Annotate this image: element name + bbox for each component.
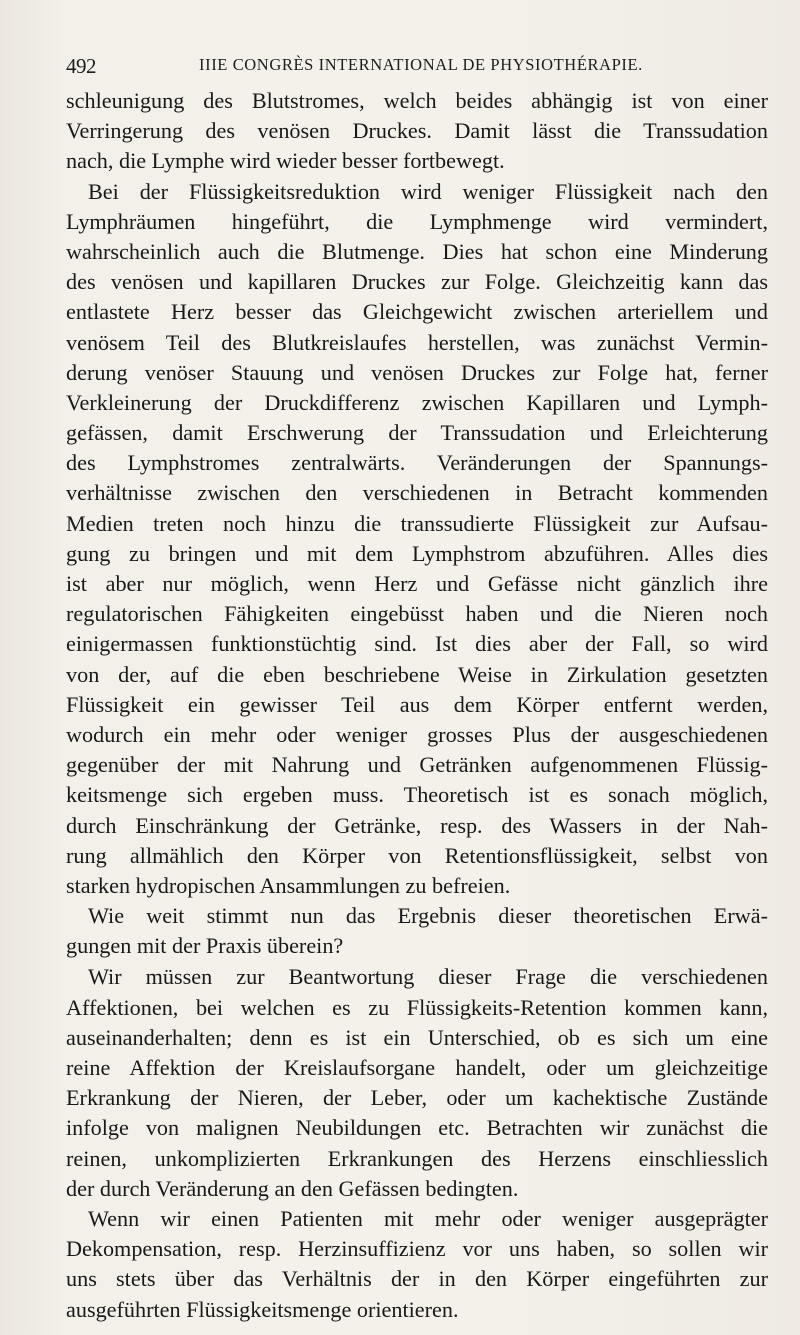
text-line: gefässen, damit Erschwerung der Transsudation und Erleichterung (66, 420, 768, 446)
text-line: Wenn wir einen Patienten mit mehr oder weniger ausgeprägter (88, 1205, 768, 1231)
text-line: verhältnisse zwischen den verschiedenen in Betracht kommenden (66, 480, 768, 506)
text-line: derung venöser Stauung und venösen Druckes zur Folge hat, ferner (66, 359, 768, 385)
text-line: Verringerung des venösen Druckes. Damit lässt die Transsudation (66, 118, 768, 144)
paragraph-4 (66, 962, 768, 1204)
text-line: regulatorischen Fähigkeiten eingebüsst haben und die Nieren noch (66, 601, 768, 627)
text-line: Verkleinerung der Druckdifferenz zwischen Kapillaren und Lymph- (66, 389, 768, 415)
text-line: nach, die Lymphe wird wieder besser fortbewegt. (66, 148, 505, 174)
text-line: gungen mit der Praxis überein? (66, 933, 344, 959)
running-header (66, 50, 756, 80)
text-line: Medien treten noch hinzu die transsudierte Flüssigkeit zur Aufsau- (66, 510, 768, 536)
text-line: uns stets über das Verhältnis der in den Körper eingeführten zur (66, 1266, 768, 1292)
text-line: Lymphräumen hingeführt, die Lymphmenge wird vermindert, (66, 208, 768, 234)
text-line: gegenüber der mit Nahrung und Getränken aufgenommenen Flüssig- (66, 752, 768, 778)
text-line: Affektionen, bei welchen es zu Flüssigkeits-Retention kommen kann, (66, 994, 768, 1020)
text-line: der durch Veränderung an den Gefässen bedingten. (66, 1175, 519, 1201)
text-line: von der, auf die eben beschriebene Weise in Zirkulation gesetzten (66, 661, 768, 687)
paragraph-3 (66, 901, 768, 961)
body-text (66, 86, 768, 1325)
text-line: ausgeführten Flüssigkeitsmenge orientieren. (66, 1296, 459, 1322)
text-line: durch Einschränkung der Getränke, resp. des Wassers in der Nah- (66, 812, 768, 838)
text-line: gung zu bringen und mit dem Lymphstrom abzuführen. Alles dies (66, 540, 768, 566)
text-line: Erkrankung der Nieren, der Leber, oder um kachektische Zustände (66, 1085, 768, 1111)
text-line: einigermassen funktionstüchtig sind. Ist dies aber der Fall, so wird (66, 631, 768, 657)
text-line: Bei der Flüssigkeitsreduktion wird weniger Flüssigkeit nach den (88, 178, 768, 204)
text-line: Wie weit stimmt nun das Ergebnis dieser theoretischen Erwä- (88, 903, 768, 929)
text-line: reine Affektion der Kreislaufsorgane handelt, oder um gleichzeitige (66, 1055, 768, 1080)
text-line: rung allmählich den Körper von Retentionsflüssigkeit, selbst von (66, 842, 768, 868)
paragraph-5 (66, 1204, 768, 1325)
text-line: wodurch ein mehr oder weniger grosses Plus der ausgeschiedenen (66, 721, 768, 747)
text-line: des Lymphstromes zentralwärts. Veränderungen der Spannungs- (66, 450, 768, 476)
text-line: entlastete Herz besser das Gleichgewicht zwischen arteriellem und (66, 299, 768, 325)
text-line: venösem Teil des Blutkreislaufes herstellen, was zunächst Vermin- (66, 329, 768, 355)
text-line: starken hydropischen Ansammlungen zu befreien. (66, 872, 511, 898)
text-line: reinen, unkomplizierten Erkrankungen des Herzens einschliesslich (66, 1145, 768, 1171)
text-line: Dekompensation, resp. Herzinsuffizienz vor uns haben, so sollen wir (66, 1236, 768, 1262)
paragraph-2 (66, 177, 768, 902)
paragraph-1 (66, 86, 768, 177)
text-line: infolge von malignen Neubildungen etc. Betrachten wir zunächst die (66, 1115, 768, 1141)
text-line: schleunigung des Blutstromes, welch beides abhängig ist von einer (66, 88, 768, 113)
text-line: ist aber nur möglich, wenn Herz und Gefässe nicht gänzlich ihre (66, 571, 768, 596)
text-line: auseinanderhalten; denn es ist ein Unterschied, ob es sich um eine (66, 1024, 768, 1050)
text-line: Flüssigkeit ein gewisser Teil aus dem Körper entfernt werden, (66, 691, 768, 717)
running-title: IIIE CONGRÈS INTERNATIONAL DE PHYSIOTHÉRAPIE. (199, 55, 643, 74)
text-line: wahrscheinlich auch die Blutmenge. Dies hat schon eine Minderung (66, 238, 768, 264)
page-number: 492 (66, 54, 96, 78)
text-line: Wir müssen zur Beantwortung dieser Frage die verschiedenen (88, 964, 768, 990)
text-line: des venösen und kapillaren Druckes zur Folge. Gleichzeitig kann das (66, 269, 768, 295)
text-line: keitsmenge sich ergeben muss. Theoretisch ist es sonach möglich, (66, 782, 768, 808)
